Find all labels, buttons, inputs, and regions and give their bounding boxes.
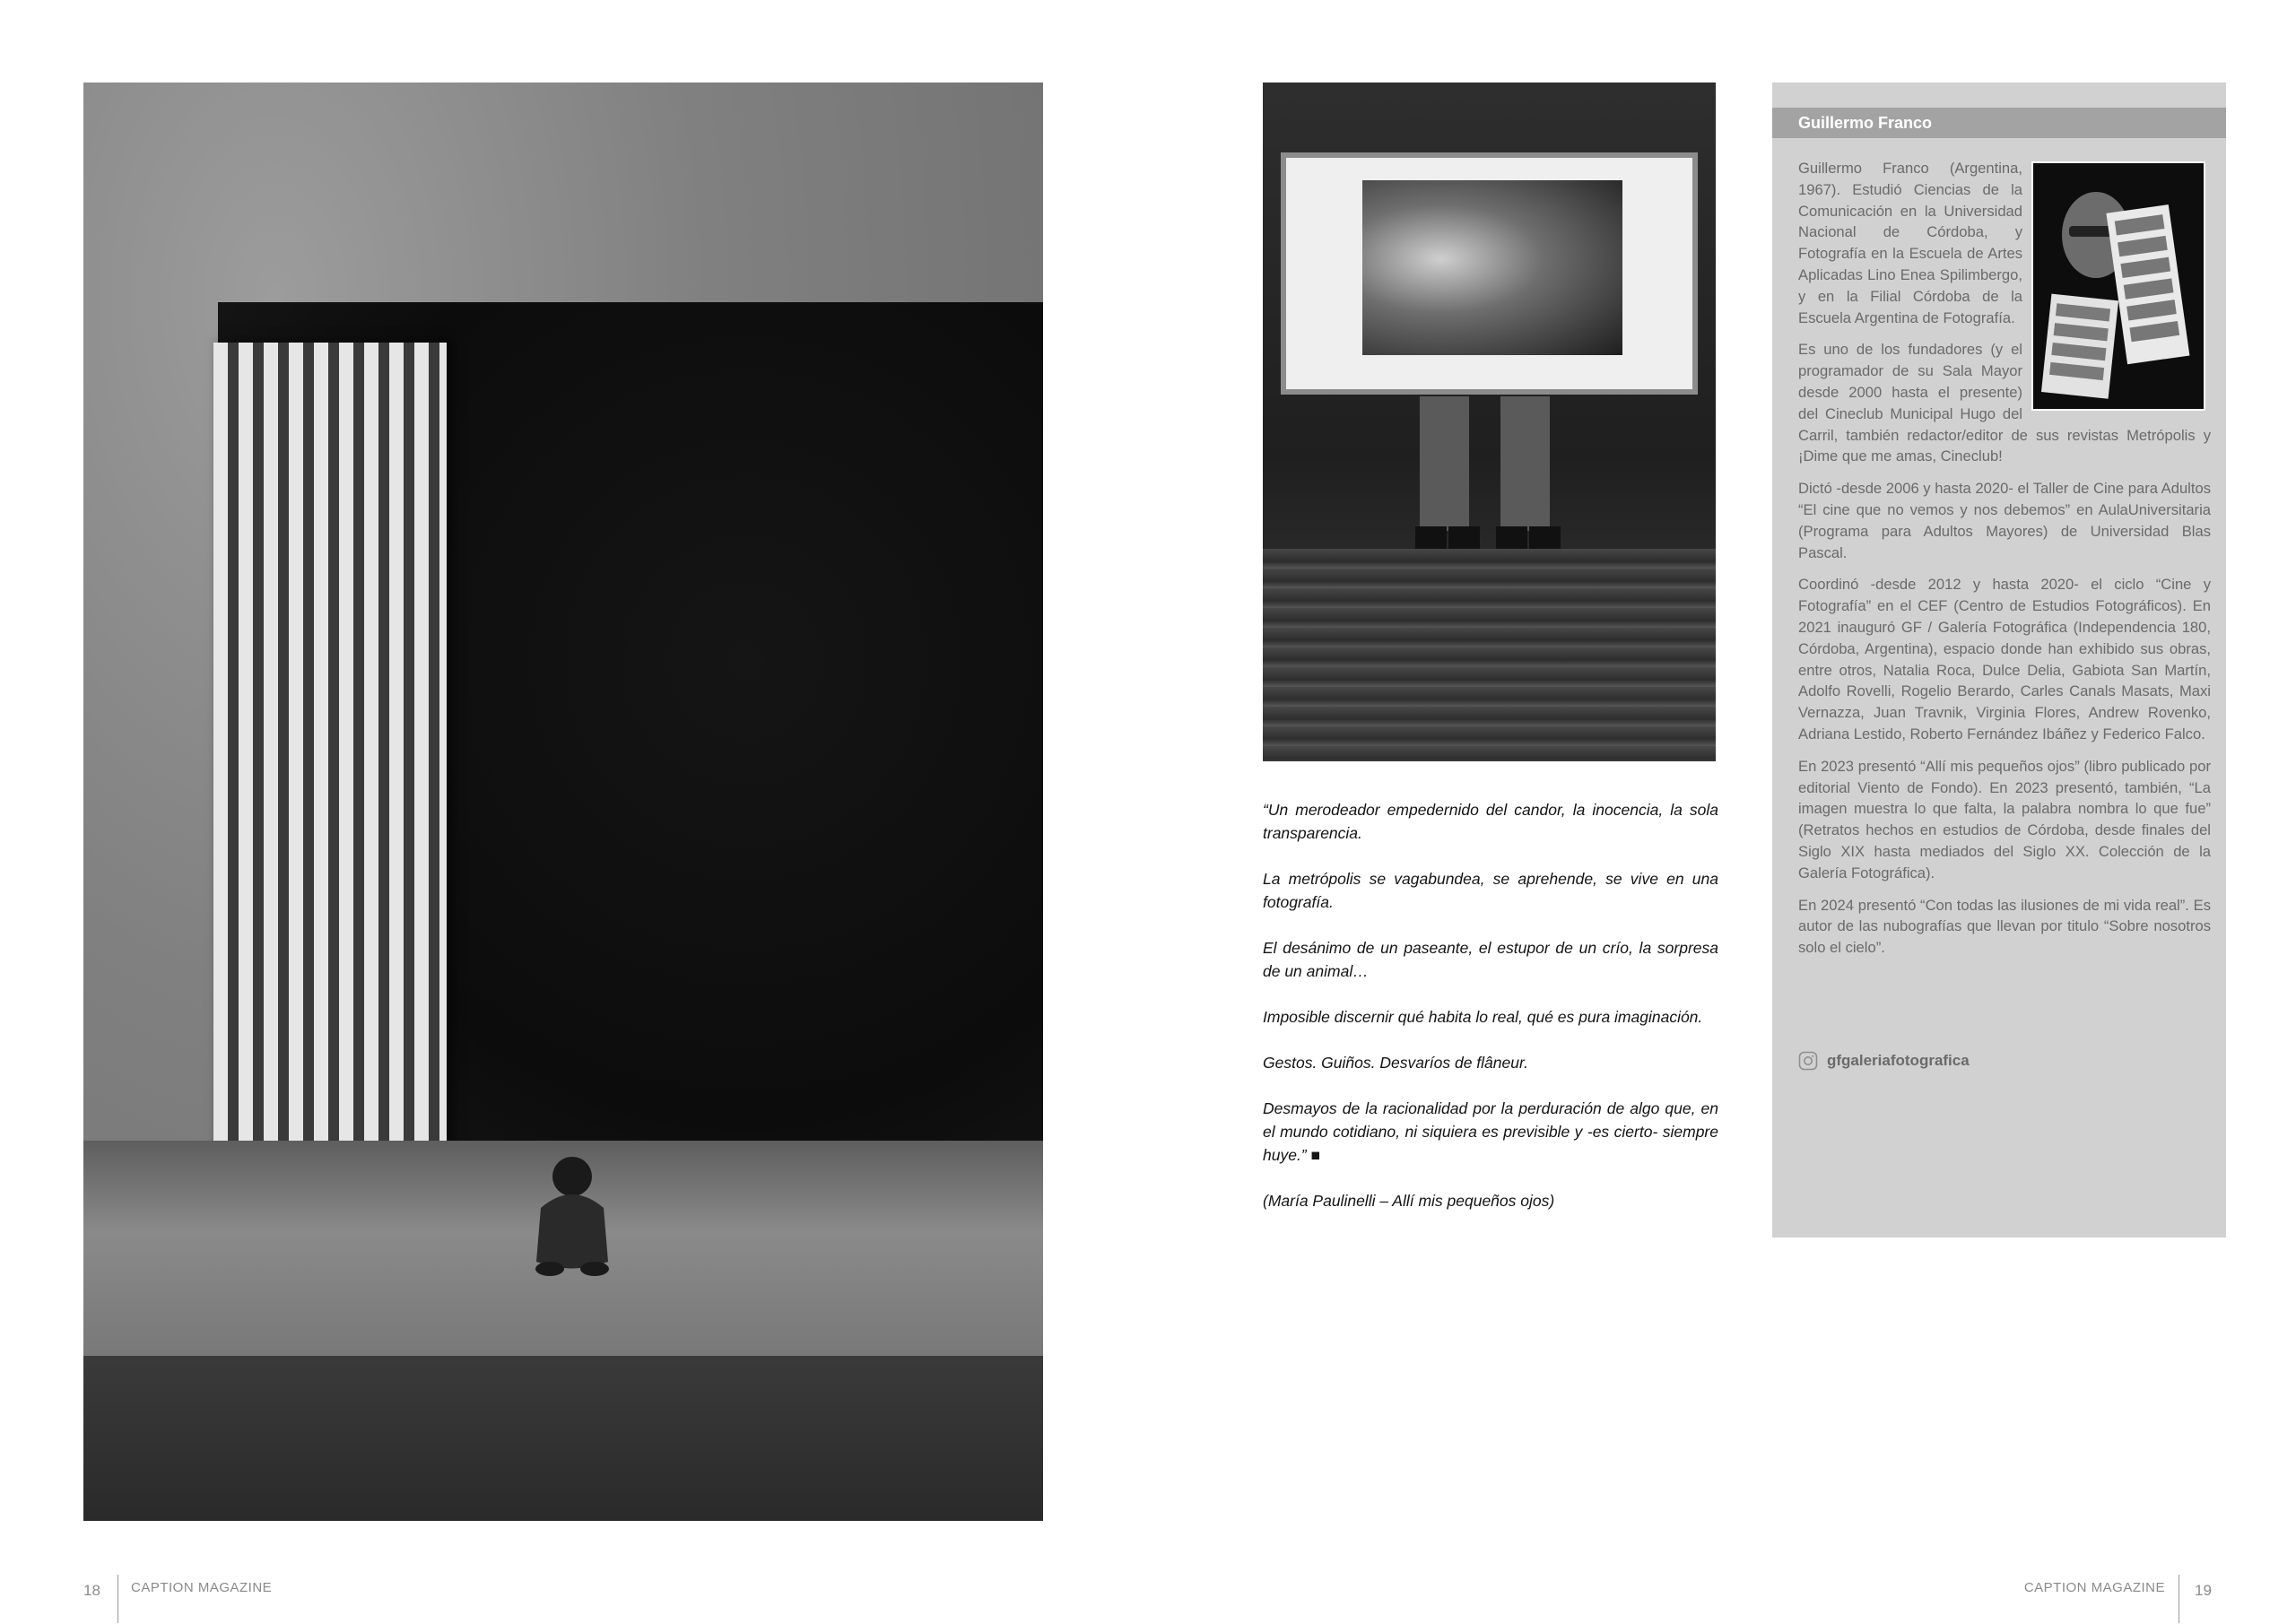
quote-paragraph: Gestos. Guiños. Desvaríos de flâneur. [1263, 1054, 1529, 1072]
quote-last-paragraph [1263, 1097, 1718, 1167]
photo-child-in-doorway [83, 83, 1043, 1521]
bio-name-header: Guillermo Franco [1772, 108, 2226, 138]
quote-paragraph: Imposible discernir qué habita lo real, qué es pura imaginación. [1263, 1008, 1703, 1026]
end-mark: ■ [1310, 1146, 1321, 1164]
quote-paragraph: La metrópolis se vagabundea, se aprehende, se vive en una fotografía. [1263, 870, 1718, 911]
bio-paragraph: Es uno de los fundadores (y el programador de su Sala Mayor desde 2000 hasta el presente) del Cineclub Municipal Hugo del Carril, también redactor/editor de sus revistas Metrópolis y ¡Dime que me amas, Cineclub! [1798, 341, 2211, 465]
bio-paragraph: Guillermo Franco (Argentina, 1967). Estudió Ciencias de la Comunicación en la Universidad Nacional de Córdoba, y Fotografía en la Escuela de Artes Aplicadas Lino Enea Spilimbergo, y en la Filial Córdoba de la Escuela Argentina de Fotografía. [1798, 160, 2022, 326]
photo-soldier-legs [1402, 396, 1572, 558]
running-title-left: CAPTION MAGAZINE [131, 1580, 273, 1595]
instagram-link[interactable] [1798, 1049, 1970, 1073]
bio-panel [1772, 83, 2226, 1238]
footer-rule-left [117, 1575, 118, 1623]
page-number-right: 19 [2195, 1582, 2212, 1599]
bio-portrait-photo [2031, 161, 2205, 411]
bio-paragraph: Dictó -desde 2006 y hasta 2020- el Taller de Cine para Adultos “El cine que no vemos y nos debemos” en AulaUniversitaria (Programa para Adultos Mayores) de Universidad Blas Pascal. [1798, 480, 2211, 561]
photo-wet-pavement [1263, 549, 1716, 761]
running-title-right: CAPTION MAGAZINE [2023, 1580, 2165, 1595]
photo-striped-door [213, 343, 447, 1203]
photo-child-figure [523, 1154, 622, 1280]
quote-paragraph-text: Desmayos de la racionalidad por la perduración de algo que, en el mundo cotidiano, ni siquiera es previsible y -es cierto- siempre huye.” [1263, 1099, 1718, 1164]
quote-block [1263, 798, 1718, 1235]
bio-paragraph: Coordinó -desde 2012 y hasta 2020- el ciclo “Cine y Fotografía” en el CEF (Centro de Estudios Fotográficos). En 2021 inauguró GF / Galería Fotográfica (Independencia 180, Córdoba, Argentina), espacio donde han exhibido sus obras, entre otros, Natalia Roca, Dulce Delia, Gabiota San Martín, Adolfo Rovelli, Rogelio Berardo, Carles Canals Masats, Maxi Vernazza, Juan Travnik, Virginia Flores, Andrew Rovenko, Adriana Lestido, Roberto Fernández Ibáñez y Federico Falco. [1798, 576, 2211, 743]
bio-paragraph: En 2024 presentó “Con todas las ilusiones de mi vida real”. Es autor de las nubografías que llevan por titulo “Sobre nosotros solo el cielo”. [1798, 896, 2211, 957]
page-number-left: 18 [83, 1582, 100, 1599]
bio-paragraph: En 2023 presentó “Allí mis pequeños ojos” (libro publicado por editorial Viento de Fondo). En 2023 presentó, también, “La imagen muestra lo que falta, la palabra nombra lo que fue” (Retratos hechos en estudios de Córdoba, desde finales del Siglo XIX hasta mediados del Siglo XX. Colección de la Galería Fotográfica). [1798, 757, 2211, 881]
photo-smiling-children [1362, 180, 1622, 355]
portrait-graphic [2033, 163, 2204, 409]
instagram-icon [1798, 1051, 1818, 1071]
quote-paragraph: El desánimo de un paseante, el estupor de un crío, la sorpresa de un animal… [1263, 939, 1718, 980]
photo-road [83, 1356, 1043, 1521]
quote-attribution: (María Paulinelli – Allí mis pequeños ojos) [1263, 1192, 1555, 1210]
photo-billboard-frame [1281, 152, 1698, 395]
photo-billboard-soldiers [1263, 83, 1716, 761]
quote-paragraph: “Un merodeador empedernido del candor, la inocencia, la sola transparencia. [1263, 801, 1718, 842]
instagram-handle: gfgaleriafotografica [1827, 1052, 1970, 1069]
